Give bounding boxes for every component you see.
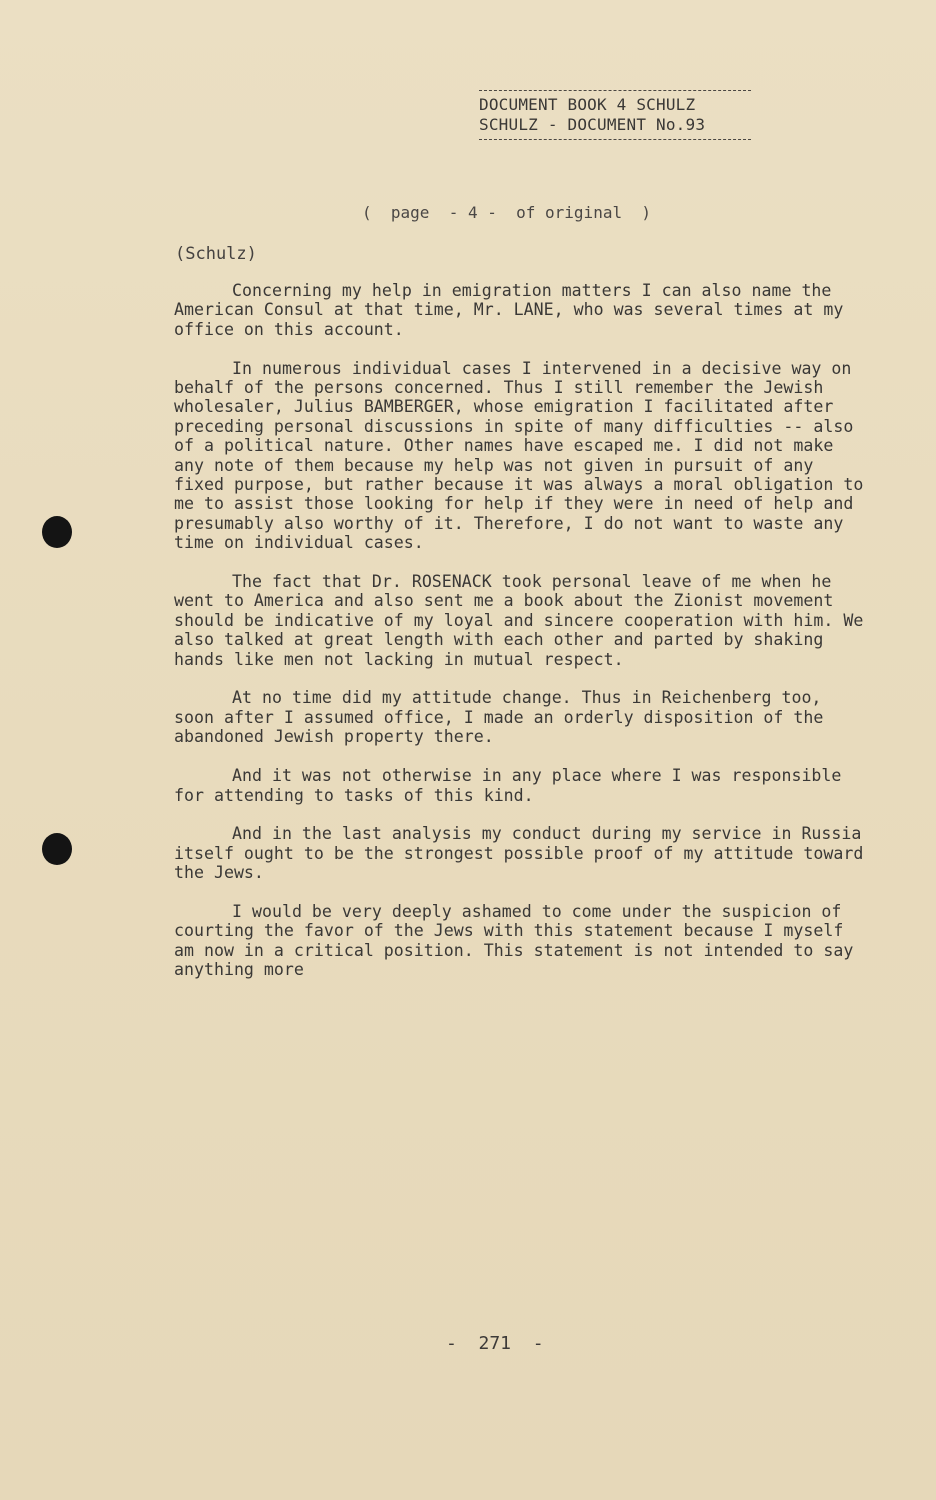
header-top-rule	[479, 90, 751, 91]
page-number: - 271 -	[446, 1333, 544, 1354]
header-bottom-rule	[479, 139, 751, 140]
punch-hole	[42, 833, 72, 865]
page-reference: ( page - 4 - of original )	[362, 203, 651, 222]
paragraph-emigration-help: Concerning my help in emigration matters I can also name the American Consul at that time, Mr. LANE, who was several times at my office on this account.	[174, 281, 854, 339]
statement-body	[174, 281, 874, 999]
paragraph-reichenberg: At no time did my attitude change. Thus in Reichenberg too, soon after I assumed office, I made an orderly disposition of the abandoned Jewish property there.	[174, 688, 834, 747]
speaker-label: (Schulz)	[175, 244, 257, 264]
punch-hole	[42, 516, 72, 548]
paragraph-rosenack: The fact that Dr. ROSENACK took personal leave of me when he went to America and also sent me a book about the Zionist movement should be indicative of my loyal and sincere cooperation with him. We also talked at great length with each other and parted by shaking hands like men not lacking in mutual respect.	[174, 572, 874, 669]
paragraph-responsibility: And it was not otherwise in any place where I was responsible for attending to tasks of this kind.	[174, 766, 852, 805]
document-header	[479, 86, 751, 144]
paragraph-individual-cases: In numerous individual cases I intervened in a decisive way on behalf of the persons concerned. Thus I still remember the Jewish wholesaler, Julius BAMBERGER, whose emigration I facilitated after preceding personal discussions in spite of many difficulties -- also of a political nature. Other names have escaped me. I did not make any note of them because my help was not given in pursuit of any fixed purpose, but rather because it was always a moral obligation to me to assist those looking for help if they were in need of help and presumably also worthy of it. Therefore, I do not want to waste any time on individual cases.	[174, 358, 874, 553]
header-book-line: DOCUMENT BOOK 4 SCHULZ	[479, 95, 696, 114]
paragraph-russia-service: And in the last analysis my conduct during my service in Russia itself ought to be the strongest possible proof of my attitude toward the Jews.	[174, 824, 874, 883]
header-document-line: SCHULZ - DOCUMENT No.93	[479, 115, 706, 134]
paragraph-closing: I would be very deeply ashamed to come under the suspicion of courting the favor of the Jews with this statement because I myself am now in a critical position. This statement is not intended to say anything more	[174, 901, 864, 980]
